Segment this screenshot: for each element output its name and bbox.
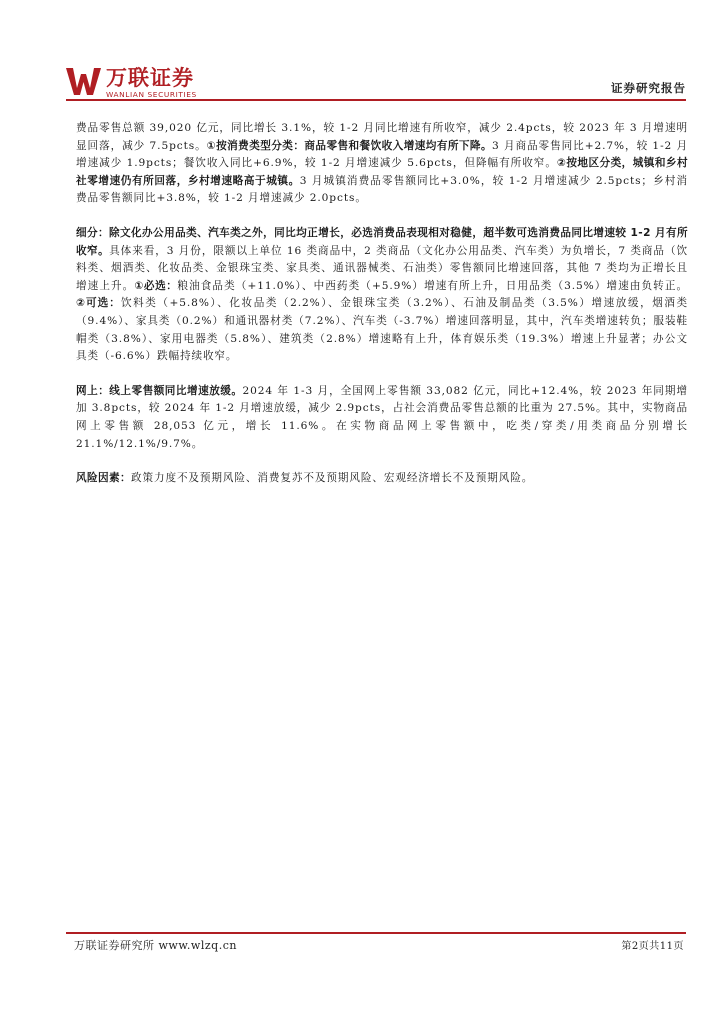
company-logo [66,66,216,102]
bold-heading-text: 细分：除文化办公用品类、汽车类之外，同比均正增长，必选消费品表现相对稳健，超半数可选消费品同比增速较 1-2 月有所收窄。 [76,226,688,257]
logo-chinese-name: 万联证券 [106,66,194,90]
body-paragraph [76,383,688,453]
bold-heading-text: ②可选： [76,297,121,310]
paragraph-text: 3 月商品零售同比+2.7%，较 1-2 月增速减少 1.9pcts；餐饮收入同比+6.9%，较 1-2 月增速减少 5.6pcts，但降幅有所收窄。 [76,139,688,170]
paragraph-text: 费品零售总额 39,020 亿元，同比增长 3.1%，较 1-2 月同比增速有所收窄，减少 2.4pcts，较 2023 年 3 月增速明显回落，减少 7.5pcts。 [76,122,688,152]
wanlian-logo-icon [66,66,102,96]
footer-divider [66,932,686,934]
paragraph-text: 具体来看，3 月份，限额以上单位 16 类商品中，2 类商品（文化办公用品类、汽车类）为负增长，7 类商品（饮料类、烟酒类、化妆品类、金银珠宝类、家具类、通讯器械类、石油类）零售额同比增速回落，其他 7 类均为正增长且增速上升。 [76,244,688,292]
bold-heading-text: 风险因素： [76,472,131,485]
body-paragraph [76,470,688,488]
bold-heading-text: 网上：线上零售额同比增速放缓。 [76,384,243,397]
header-divider [66,99,686,101]
paragraph-text: 饮料类（+5.8%）、化妆品类（2.2%）、金银珠宝类（3.2%）、石油及制品类（3.5%）增速放缓，烟酒类（9.4%）、家具类（0.2%）和通讯器材类（7.2%）、汽车类（-3.7%）增速回落明显，其中，汽车类增速转负；服装鞋帽类（3.8%）、家用电器类（5.8%）、建筑类（2.8%）增速略有上升，体育娱乐类（19.3%）增速上升显著；办公文具类（-6.6%）跌幅持续收窄。 [76,297,688,363]
paragraph-text: 2024 年 1-3 月，全国网上零售额 33,082 亿元，同比+12.4%，较 2023 年同期增加 3.8pcts，较 2024 年 1-2 月增速放缓，减少 2.9pcts，占社会消费品零售总额的比重为 27.5%。其中，实物商品网上零售额 28,053 亿元，增长 11.6%。在实物商品网上零售额中，吃类/穿类/用类商品分别增长 21.1%/12.1%/9.7%。 [76,384,688,450]
paragraph-text: 政策力度不及预期风险、消费复苏不及预期风险、宏观经济增长不及预期风险。 [130,472,534,485]
report-type-label: 证券研究报告 [611,81,686,95]
report-body [76,120,688,505]
body-paragraph [76,120,688,208]
paragraph-text: 粮油食品类（+11.0%）、中西药类（+5.9%）增速有所上升，日用品类（3.5%）增速由负转正。 [177,279,689,292]
bold-heading-text: ①按消费类型分类：商品零售和餐饮收入增速均有所下降。 [206,139,492,152]
paragraph-text: 3 月城镇消费品零售额同比+3.0%，较 1-2 月增速减少 2.5pcts；乡村消费品零售额同比+3.8%，较 1-2 月增速减少 2.0pcts。 [76,174,688,205]
bold-heading-text: ①必选： [134,279,178,292]
footer-source: 万联证券研究所 www.wlzq.cn [74,939,237,952]
bold-heading-text: ②按地区分类，城镇和乡村社零增速仍有所回落，乡村增速略高于城镇。 [76,157,688,187]
page-number: 第2页共11页 [621,941,684,952]
body-paragraph [76,225,688,366]
logo-english-name: WANLIAN SECURITIES [106,90,197,99]
